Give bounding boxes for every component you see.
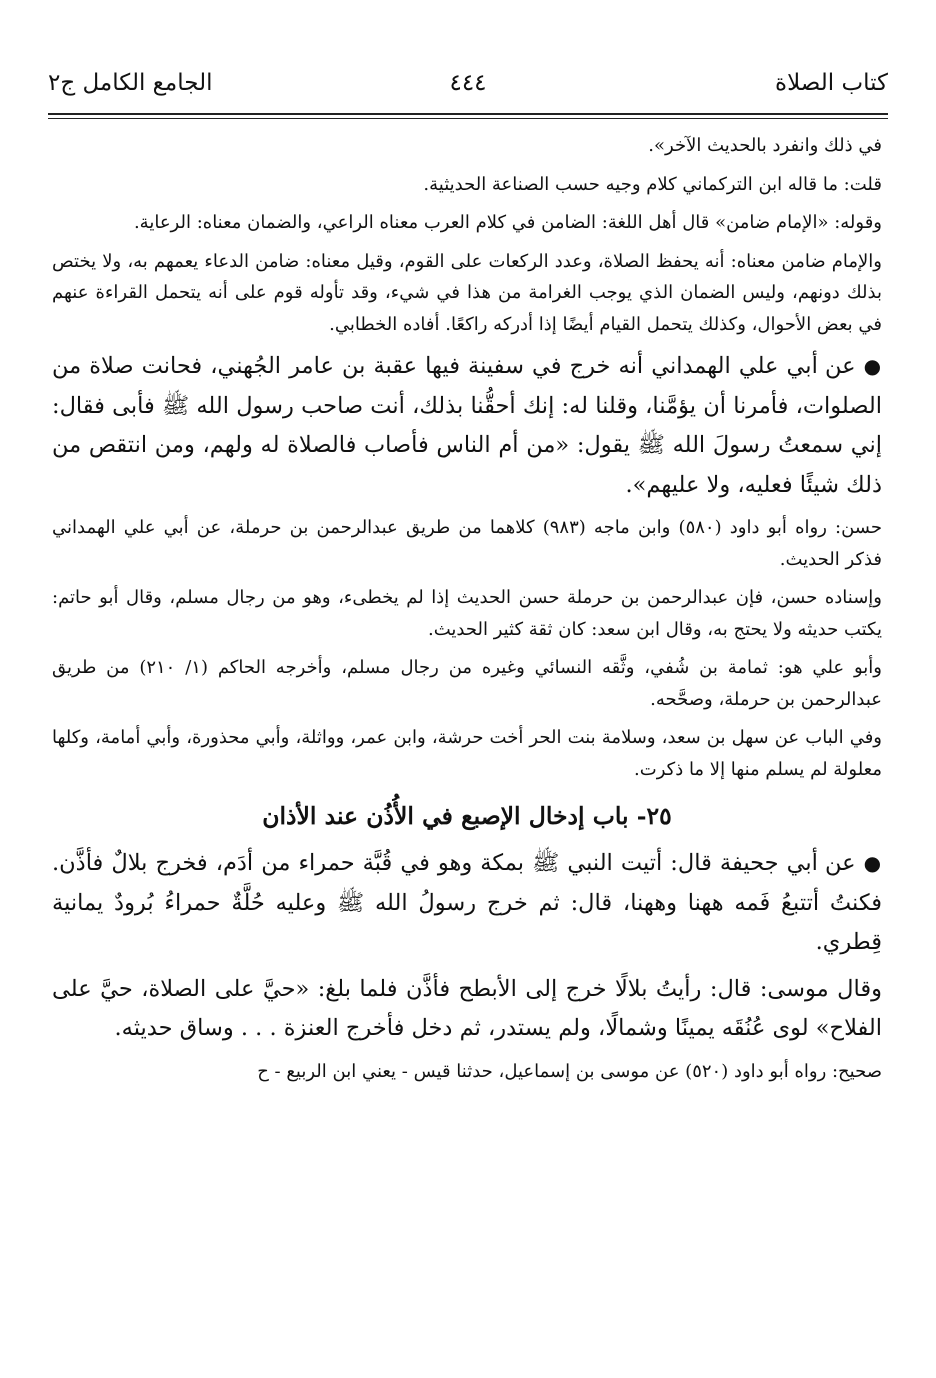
header-rule-thin [48, 118, 888, 119]
hadith-text: عن أبي جحيفة قال: أتيت النبي ﷺ بمكة وهو في قُبَّة حمراء من أدَم، فخرج بلالٌ فأذَّن. فكنتُ أتتبعُ فَمه ههنا وههنا، قال: ثم خرج رسولُ الله ﷺ وعليه حُلَّةٌ حمراءُ بُرودٌ يمانية قِطري. [52, 850, 882, 955]
hadith-paragraph: وقال موسى: قال: رأيتُ بلالًا خرج إلى الأبطح فأذَّن فلما بلغ: «حيَّ على الصلاة، حيَّ على الفلاح» لوى عُنُقَه يمينًا وشمالًا، ولم يستدر، ثم دخل فأخرج العنزة . . . وساق حديثه. [52, 975, 882, 1041]
commentary-paragraph: في ذلك وانفرد بالحديث الآخر». [648, 135, 882, 156]
bullet-icon: ● [863, 354, 883, 378]
commentary-paragraph: صحيح: رواه أبو داود (٥٢٠) عن موسى بن إسماعيل، حدثنا قيس - يعني ابن الربيع - ح [257, 1060, 882, 1082]
commentary-paragraph: وقوله: «الإمام ضامن» قال أهل اللغة: الضامن في كلام العرب معناه الراعي، والضمان معناه: الرعاية. [133, 212, 882, 233]
chapter-heading: ٢٥- باب إدخال الإصبع في الأُذُن عند الأذان [262, 802, 672, 830]
commentary-paragraph: حسن: رواه أبو داود (٥٨٠) وابن ماجه (٩٨٣) كلاهما من طريق عبدالرحمن بن حرملة، عن أبي علي الهمداني فذكر الحديث. [52, 517, 882, 570]
hadith-paragraph [52, 347, 882, 505]
page-number: ٤٤٤ [449, 70, 487, 96]
page-body [52, 130, 882, 1094]
header-chapter-title: كتاب الصلاة [775, 70, 888, 96]
running-header [48, 64, 888, 104]
hadith-paragraph [52, 844, 882, 963]
hadith-text: عن أبي علي الهمداني أنه خرج في سفينة فيها عقبة بن عامر الجُهني، فحانت صلاة من الصلوات، فأمرنا أن يؤمَّنا، وقلنا له: إنك أحقُّنا بذلك، أنت صاحب رسول الله ﷺ فأبى فقال: إني سمعتُ رسولَ الله ﷺ يقول: «من أم الناس فأصاب فالصلاة له ولهم، ومن انتقص من ذلك شيئًا فعليه، ولا عليهم». [52, 353, 882, 498]
bullet-icon: ● [863, 851, 883, 875]
commentary-paragraph: وفي الباب عن سهل بن سعد، وسلامة بنت الحر أخت حرشة، وابن عمر، وواثلة، وأبي محذورة، وأبي أمامة، وكلها معلولة لم يسلم منها إلا ما ذكرت. [52, 727, 882, 780]
header-book-title: الجامع الكامل ج٢ [48, 70, 213, 96]
commentary-paragraph: والإمام ضامن معناه: أنه يحفظ الصلاة، وعدد الركعات على القوم، وقيل معناه: ضامن الدعاء يعمهم به، ولا يختص بذلك دونهم، وليس الضمان الذي يوجب الغرامة من هذا في شيء، وقد تأوله قوم على أنه يتحمل القراءة عنهم في بعض الأحوال، وكذلك يتحمل القيام أيضًا إذا أدركه راكعًا. أفاده الخطابي. [52, 250, 882, 335]
header-rule-thick [48, 113, 888, 115]
commentary-paragraph: وإسناده حسن، فإن عبدالرحمن بن حرملة حسن الحديث إذا لم يخطىء، وهو من رجال مسلم، وقال أبو حاتم: يكتب حديثه ولا يحتج به، وقال ابن سعد: كان ثقة كثير الحديث. [52, 587, 882, 640]
commentary-paragraph: قلت: ما قاله ابن التركماني كلام وجيه حسب الصناعة الحديثية. [423, 173, 882, 195]
commentary-paragraph: وأبو علي هو: ثمامة بن شُفي، وثَّقه النسائي وغيره من رجال مسلم، وأخرجه الحاكم (١/ ٢١٠) من طريق عبدالرحمن بن حرملة، وصحَّحه. [52, 657, 882, 710]
